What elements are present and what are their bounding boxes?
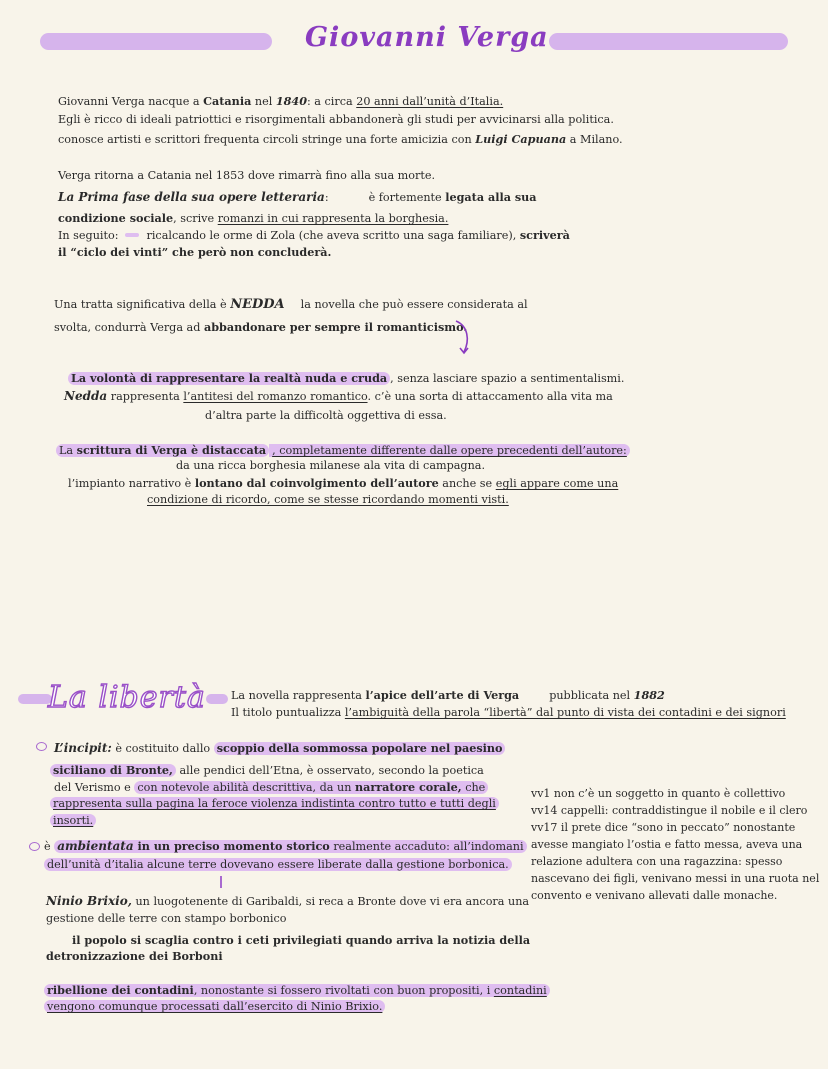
- ambientata-line-2: dell’unità d’italia alcune terre dovevano essere liberate dalla gestione borbonica.: [44, 858, 512, 872]
- nedda-line-9: condizione di ricordo, come se stesse ricordando momenti visti.: [147, 493, 509, 506]
- ninio-line-3: il popolo si scaglia contro i ceti privilegiati quando arriva la notizia della: [72, 933, 531, 947]
- header-right-bar: [549, 33, 788, 50]
- intro-line-2: Egli è ricco di ideali patriottici e risorgimentali abbandonerà gli studi per avvicinarsi alla politica.: [58, 113, 614, 126]
- nedda-line-3: La volontà di rappresentare la realtà nuda e cruda , senza lasciare spazio a sentimentalismi.: [68, 371, 624, 386]
- intro-line-3: conosce artisti e scrittori frequenta circoli stringe una forte amicizia con Luigi Capuana a Milano.: [58, 132, 623, 146]
- header-left-bar: [40, 33, 272, 50]
- side-note: relazione adultera con una ragazzina: spesso: [531, 855, 783, 868]
- intro-line-5: La Prima fase della sua opere letteraria: è fortemente legata alla sua: [58, 190, 537, 204]
- liberta-header-line-1: La novella rappresenta l’apice dell’arte di Verga pubblicata nel 1882: [231, 688, 665, 702]
- incipit-line-3: del Verismo e con notevole abilità descrittiva, da un narratore corale, che: [54, 780, 488, 795]
- ninio-line-1: Ninio Brixio, un luogotenente di Garibaldi, si reca a Bronte dove vi era ancora una: [46, 894, 530, 908]
- intro-line-7: In seguito: ricalcando le orme di Zola (che aveva scritto una saga familiare), scriverà: [58, 228, 570, 242]
- liberta-bar-right: [206, 694, 228, 704]
- bullet-icon: [29, 842, 40, 851]
- side-note: vv17 il prete dice “sono in peccato” nonostante: [531, 821, 796, 834]
- side-note: vv14 cappelli: contraddistingue il nobile e il clero: [531, 804, 808, 817]
- nedda-line-2: svolta, condurrà Verga ad abbandonare per sempre il romanticismo.: [54, 320, 468, 334]
- nedda-line-1: Una tratta significativa della è NEDDA la novella che può essere considerata al: [54, 297, 528, 312]
- curved-arrow-icon: [450, 318, 480, 358]
- ribellione-line-2: vengono comunque processati dall’esercito di Ninio Brixio.: [44, 1000, 385, 1014]
- side-note: convento e venivano allevati dalle monache.: [531, 889, 778, 902]
- tick-mark: [220, 876, 222, 888]
- incipit-line-1: L’incipit: è costituito dallo scoppio della sommossa popolare nel paesino: [54, 741, 505, 756]
- liberta-header-line-2: Il titolo puntualizza l’ambiguità della parola “libertà” dal punto di vista dei contadini e dei signori: [231, 706, 786, 719]
- nedda-line-8: l’impianto narrativo è lontano dal coinvolgimento dell’autore anche se egli appare come una: [68, 476, 619, 490]
- nedda-line-5: d’altra parte la difficoltà oggettiva di essa.: [205, 409, 447, 422]
- bullet-icon: [36, 742, 47, 751]
- incipit-line-5: insorti.: [50, 814, 96, 828]
- intro-line-1: Giovanni Verga nacque a Catania nel 1840: a circa 20 anni dall’unità d’Italia.: [58, 94, 504, 108]
- side-note: avesse mangiato l’ostia e fatto messa, aveva una: [531, 838, 803, 851]
- nedda-line-7: da una ricca borghesia milanese ala vita di campagna.: [176, 459, 486, 472]
- ninio-line-2: gestione delle terre con stampo borbonico: [46, 912, 287, 925]
- incipit-line-2: siciliano di Bronte, alle pendici dell’Etna, è osservato, secondo la poetica: [50, 763, 484, 778]
- dash-mark: [125, 233, 139, 237]
- liberta-heading: La libertà: [48, 680, 206, 715]
- nedda-line-4: Nedda rappresenta l’antitesi del romanzo romantico. c’è una sorta di attaccamento alla vita ma: [64, 389, 613, 403]
- nedda-line-6: La scrittura di Verga è distaccata , completamente differente dalle opere precedenti dell’autore:: [56, 443, 630, 458]
- intro-line-8: il “ciclo dei vinti” che però non concluderà.: [58, 245, 332, 259]
- intro-line-6: condizione sociale, scrive romanzi in cui rappresenta la borghesia.: [58, 211, 449, 225]
- page-title: Giovanni Verga: [305, 22, 549, 53]
- ninio-line-4: detronizzazione dei Borboni: [46, 949, 223, 963]
- incipit-line-4: rappresenta sulla pagina la feroce violenza indistinta contro tutto e tutti degli: [50, 797, 499, 811]
- ambientata-line-1: è ambientata in un preciso momento storico realmente accaduto: all’indomani: [44, 839, 527, 854]
- side-note: vv1 non c’è un soggetto in quanto è collettivo: [531, 787, 786, 800]
- side-note: nascevano dei figli, venivano messi in una ruota nel: [531, 872, 820, 885]
- ribellione-line-1: ribellione dei contadini, nonostante si fossero rivoltati con buon propositi, i contadini: [44, 983, 550, 998]
- liberta-bar-left: [18, 694, 52, 704]
- intro-line-4: Verga ritorna a Catania nel 1853 dove rimarrà fino alla sua morte.: [58, 169, 436, 182]
